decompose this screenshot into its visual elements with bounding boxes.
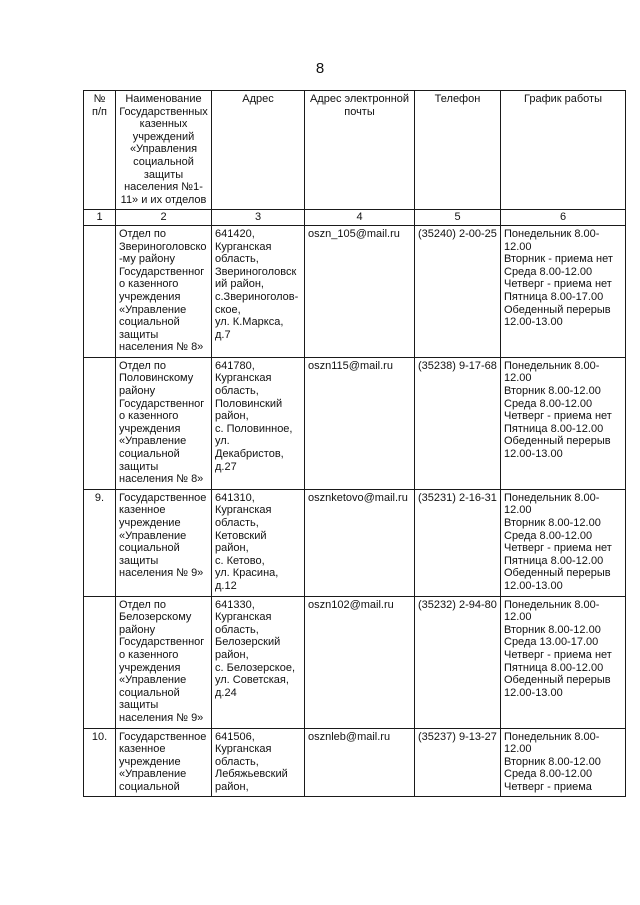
institution-phone: (35240) 2-00-25 bbox=[415, 225, 501, 357]
institution-schedule: Понедельник 8.00-12.00 Вторник 8.00-12.00 Среда 8.00-12.00 Четверг - приема нет Пятница 8.00-12.00 Обеденный перерыв 12.00-13.00 bbox=[501, 357, 626, 489]
institution-name: Отдел по Половинскому району Государственного казенного учреждения «Управление социальной защиты населения № 8» bbox=[116, 357, 212, 489]
header-phone: Телефон bbox=[415, 91, 501, 210]
header-schedule: График работы bbox=[501, 91, 626, 210]
institution-schedule: Понедельник 8.00-12.00 Вторник 8.00-12.00 Среда 8.00-12.00 Четверг - приема bbox=[501, 728, 626, 797]
institution-name: Государственное казенное учреждение «Управление социальной защиты населения № 9» bbox=[116, 489, 212, 596]
header-email: Адрес электронной почты bbox=[305, 91, 415, 210]
institution-phone: (35238) 9-17-68 bbox=[415, 357, 501, 489]
institution-address: 641780, Курганская область, Половинский район, с. Половинное, ул. Декабристов, д.27 bbox=[212, 357, 305, 489]
institution-phone: (35237) 9-13-27 bbox=[415, 728, 501, 797]
row-number: 9. bbox=[84, 489, 116, 596]
institution-email: osznketovo@mail.ru bbox=[305, 489, 415, 596]
column-number-row bbox=[84, 210, 626, 226]
column-number: 1 bbox=[84, 210, 116, 226]
table-row bbox=[84, 225, 626, 357]
institution-schedule: Понедельник 8.00-12.00 Вторник - приема нет Среда 8.00-12.00 Четверг - приема нет Пятница 8.00-17.00 Обеденный перерыв 12.00-13.00 bbox=[501, 225, 626, 357]
institution-phone: (35231) 2-16-31 bbox=[415, 489, 501, 596]
header-row bbox=[84, 91, 626, 210]
table-row bbox=[84, 596, 626, 728]
institution-schedule: Понедельник 8.00-12.00 Вторник 8.00-12.00 Среда 13.00-17.00 Четверг - приема нет Пятница 8.00-12.00 Обеденный перерыв 12.00-13.00 bbox=[501, 596, 626, 728]
table-row bbox=[84, 489, 626, 596]
column-number: 3 bbox=[212, 210, 305, 226]
institution-schedule: Понедельник 8.00-12.00 Вторник 8.00-12.00 Среда 8.00-12.00 Четверг - приема нет Пятница 8.00-12.00 Обеденный перерыв 12.00-13.00 bbox=[501, 489, 626, 596]
page-number: 8 bbox=[315, 60, 325, 77]
institution-name: Государственное казенное учреждение «Управление социальной bbox=[116, 728, 212, 797]
institution-phone: (35232) 2-94-80 bbox=[415, 596, 501, 728]
institutions-table bbox=[83, 90, 626, 797]
row-number bbox=[84, 357, 116, 489]
row-number: 10. bbox=[84, 728, 116, 797]
institution-email: oszn102@mail.ru bbox=[305, 596, 415, 728]
institution-name: Отдел по Звериноголовско-му району Государственного казенного учреждения «Управление социальной защиты населения № 8» bbox=[116, 225, 212, 357]
institution-address: 641310, Курганская область, Кетовский район, с. Кетово, ул. Красина, д.12 bbox=[212, 489, 305, 596]
row-number bbox=[84, 596, 116, 728]
column-number: 4 bbox=[305, 210, 415, 226]
institution-email: oszn115@mail.ru bbox=[305, 357, 415, 489]
institution-address: 641330, Курганская область, Белозерский район, с. Белозерское, ул. Советская, д.24 bbox=[212, 596, 305, 728]
table-row bbox=[84, 728, 626, 797]
table-row bbox=[84, 357, 626, 489]
column-number: 6 bbox=[501, 210, 626, 226]
column-number: 5 bbox=[415, 210, 501, 226]
institution-email: oszn_105@mail.ru bbox=[305, 225, 415, 357]
row-number bbox=[84, 225, 116, 357]
institution-email: osznleb@mail.ru bbox=[305, 728, 415, 797]
header-address: Адрес bbox=[212, 91, 305, 210]
header-number: № п/п bbox=[84, 91, 116, 210]
institution-name: Отдел по Белозерскому району Государственного казенного учреждения «Управление социальной защиты населения № 9» bbox=[116, 596, 212, 728]
column-number: 2 bbox=[116, 210, 212, 226]
institution-address: 641420, Курганская область, Звериноголовский район, с.Звериноголов-ское, ул. К.Маркса, д.7 bbox=[212, 225, 305, 357]
header-name: Наименование Государственных казенных учреждений «Управления социальной защиты населения №1-11» и их отделов bbox=[116, 91, 212, 210]
institution-address: 641506, Курганская область, Лебяжьевский район, bbox=[212, 728, 305, 797]
